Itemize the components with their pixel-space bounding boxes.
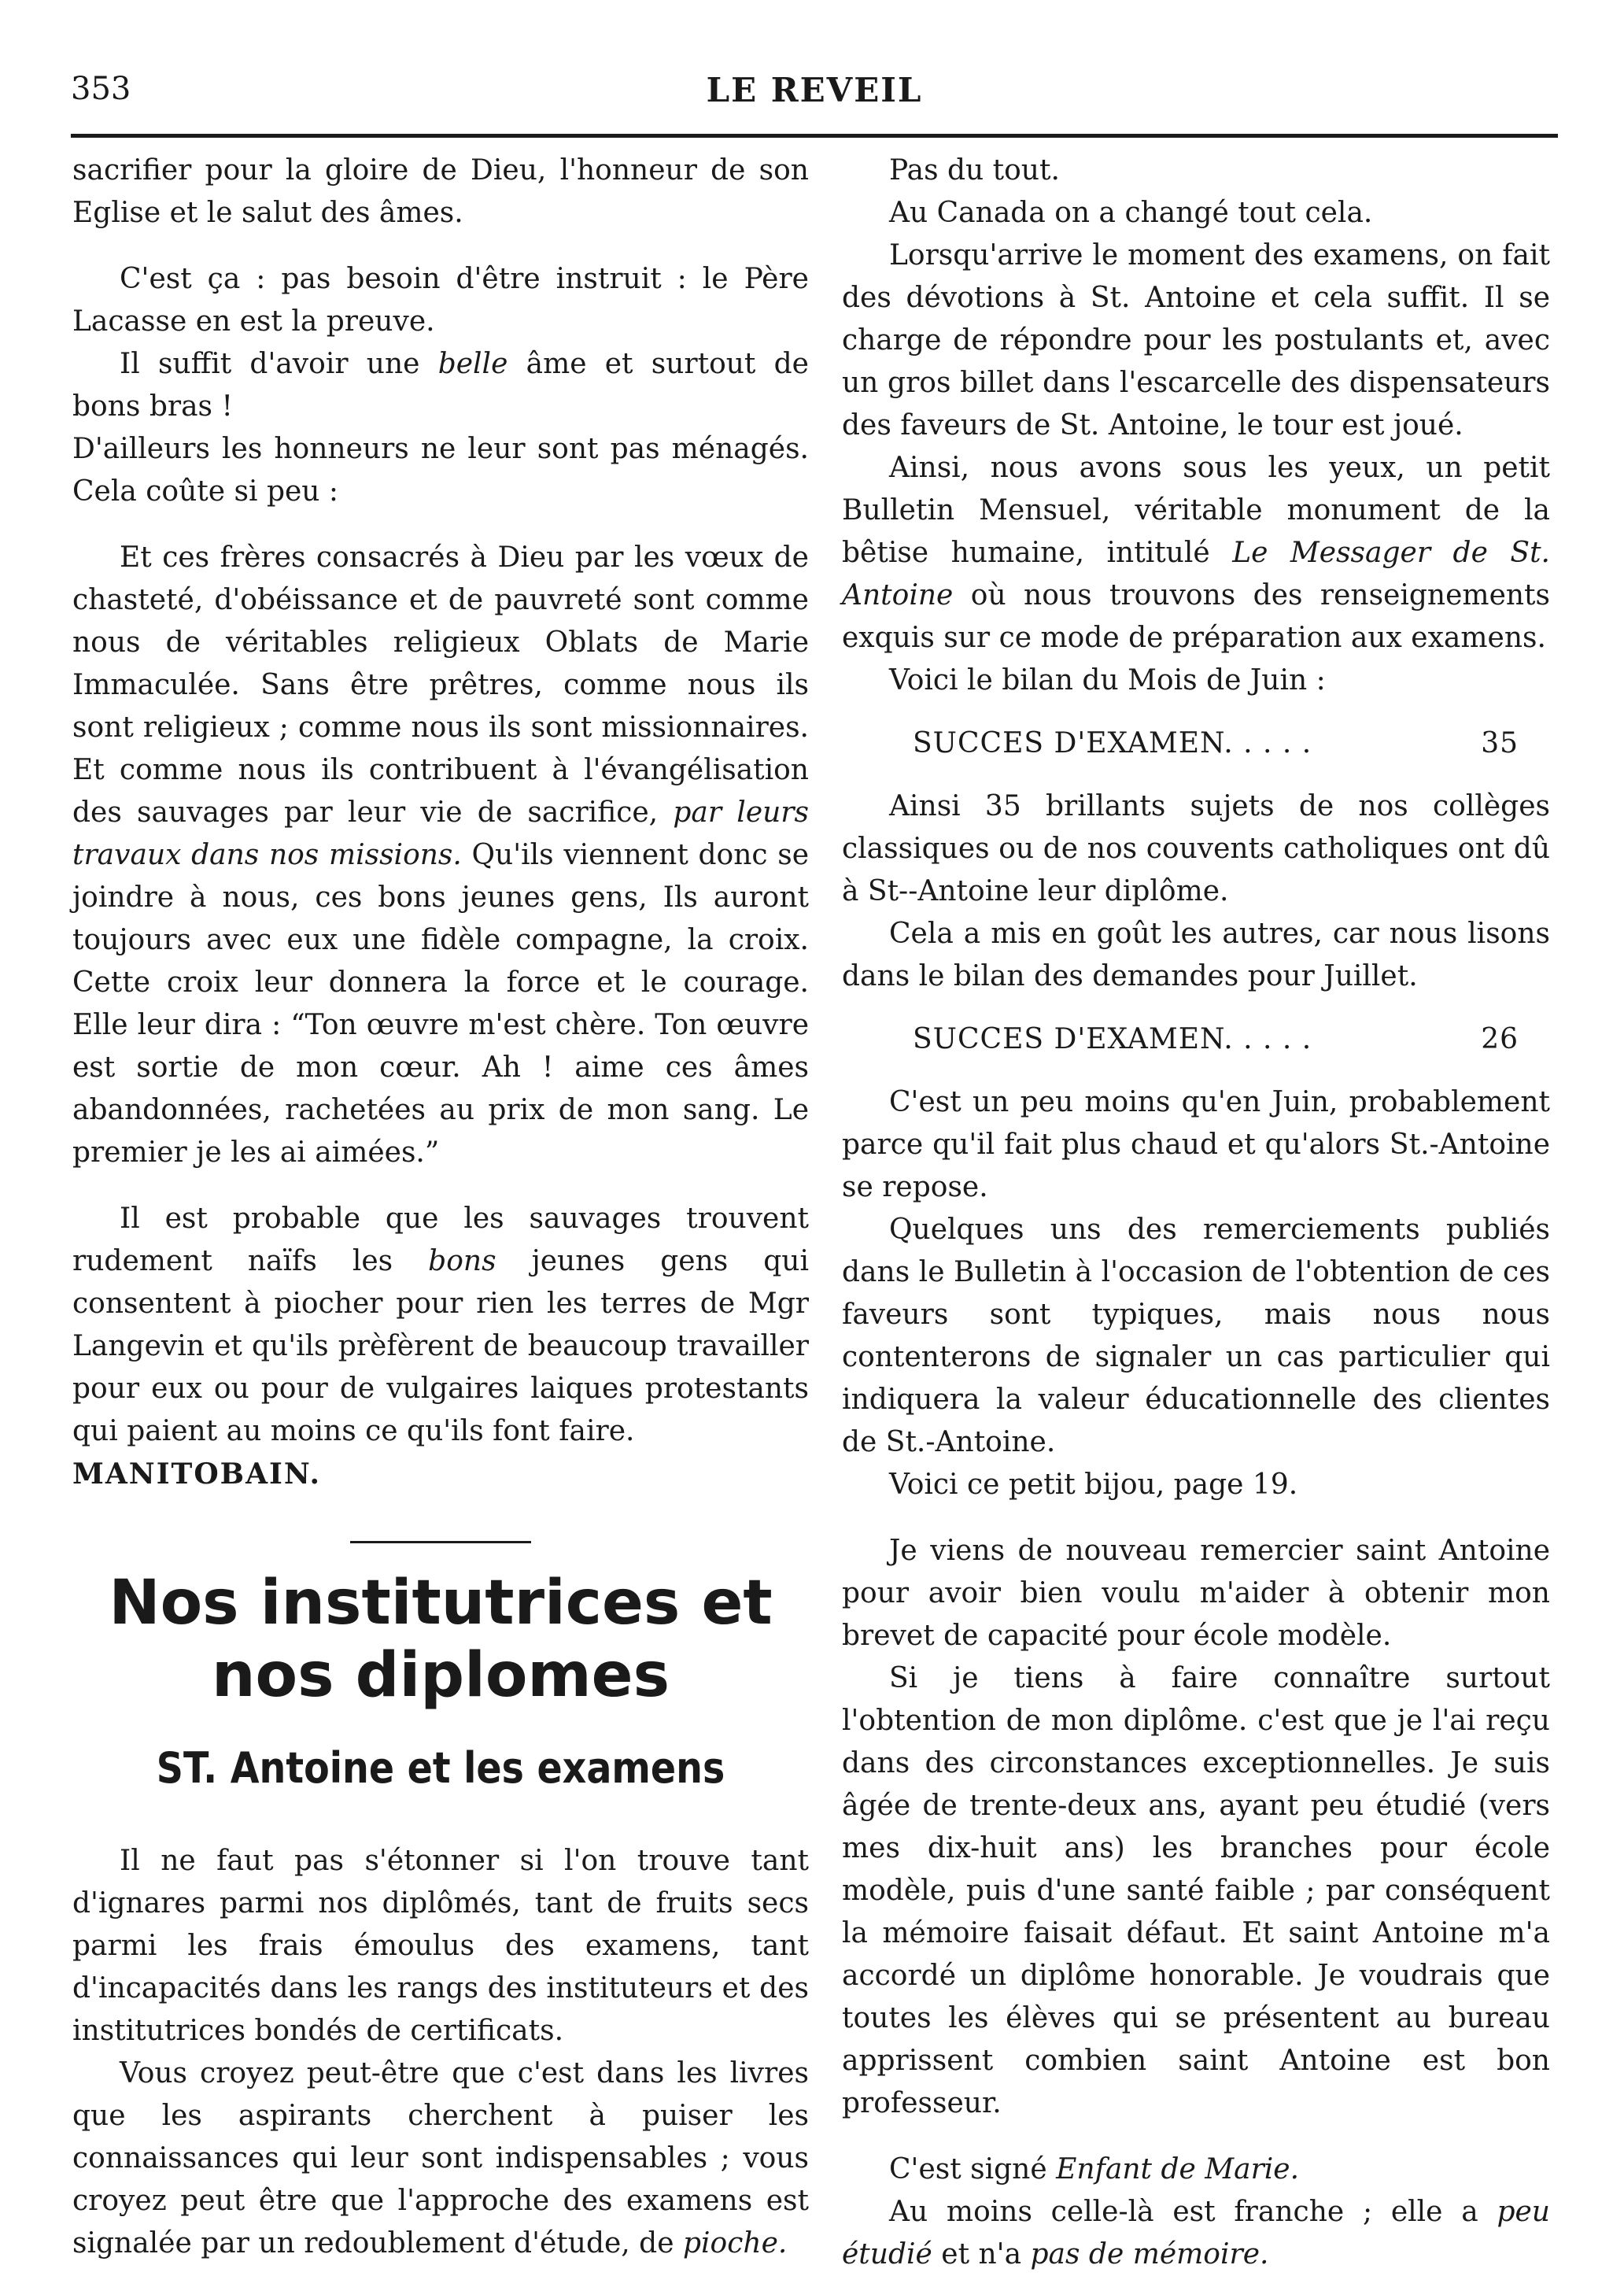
- paragraph: D'ailleurs les honneurs ne leur sont pas ménagés. Cela coûte si peu :: [72, 433, 809, 508]
- paragraph: Il suffit d'avoir une belle âme et surtout de bons bras !: [72, 348, 809, 423]
- paragraph: Quelques uns des remerciements publiés dans le Bulletin à l'occasion de l'obtention de ces faveurs sont typiques, mais nous nous contenterons de signaler un cas particulier qui indiquera la valeur éducationnelle des clientes de St.-Antoine.: [842, 1214, 1550, 1458]
- journal-title: LE REVEIL: [706, 71, 923, 109]
- paragraph: Ainsi 35 brillants sujets de nos collèges classiques ou de nos couvents catholiques ont dû à St--Antoine leur diplôme.: [842, 790, 1550, 907]
- paragraph: Voici le bilan du Mois de Juin :: [889, 664, 1326, 696]
- paragraph: C'est signé Enfant de Marie.: [889, 2153, 1300, 2185]
- paragraph: C'est un peu moins qu'en Juin, probablement parce qu'il fait plus chaud et qu'alors St.-Antoine se repose.: [842, 1086, 1550, 1203]
- statistic-line: SUCCES D'EXAMEN. . . . . 26: [913, 1023, 1519, 1055]
- article-headline: Nos institutrices et nos diplomes: [109, 1568, 773, 1711]
- quoted-letter: Si je tiens à faire connaître surtout l'obtention de mon diplôme. c'est que je l'ai reçu dans des circonstances exceptionnelles. Je suis âgée de trente-deux ans, ayant peu étudié (vers mes dix-huit ans) les branches pour école modèle, puis d'une santé faible ; par conséquent la mémoire faisait défaut. Et saint Antoine m'a accordé un diplôme honorable. Je voudrais que toutes les élèves qui se présentent au bureau apprissent combien saint Antoine est bon professeur.: [842, 1662, 1550, 2119]
- paragraph: Ainsi, nous avons sous les yeux, un petit Bulletin Mensuel, véritable monument de la bêtise humaine, intitulé Le Messager de St. Antoine où nous trouvons des renseignements exquis sur ce mode de préparation aux examens.: [842, 452, 1550, 654]
- paragraph: Vous croyez peut-être que c'est dans les livres que les aspirants cherchent à puiser les connaissances qui leur sont indispensables ; vous croyez peut être que l'approche des examens est signalée par un redoublement d'étude, de pioche.: [72, 2057, 809, 2259]
- page-number: 353: [71, 71, 131, 107]
- statistic-line: SUCCES D'EXAMEN. . . . . 35: [913, 727, 1519, 759]
- paragraph: Cela a mis en goût les autres, car nous lisons dans le bilan des demandes pour Juillet.: [842, 918, 1550, 992]
- right-column: [842, 150, 1550, 2276]
- paragraph: Pas du tout.: [889, 154, 1060, 187]
- page-header: [71, 71, 1558, 118]
- quoted-letter: Je viens de nouveau remercier saint Antoine pour avoir bien voulu m'aider à obtenir mon brevet de capacité pour école modèle.: [842, 1535, 1550, 1652]
- paragraph: sacrifier pour la gloire de Dieu, l'honneur de son Eglise et le salut des âmes.: [72, 154, 809, 229]
- paragraph: Lorsqu'arrive le moment des examens, on fait des dévotions à St. Antoine et cela suffit. Il se charge de répondre pour les postulants et, avec un gros billet dans l'escarcelle des dispensateurs des faveurs de St. Antoine, le tour est joué.: [842, 239, 1550, 442]
- paragraph: Voici ce petit bijou, page 19.: [889, 1469, 1298, 1501]
- left-column: [72, 150, 809, 2265]
- paragraph: Il ne faut pas s'étonner si l'on trouve tant d'ignares parmi nos diplômés, tant de fruits secs parmi les frais émoulus des examens, tant d'incapacités dans les rangs des instituteurs et des institutrices bondés de certificats.: [72, 1845, 809, 2047]
- signature: MANITOBAIN.: [72, 1458, 322, 1491]
- paragraph: Il est probable que les sauvages trouvent rudement naïfs les bons jeunes gens qui consentent à piocher pour rien les terres de Mgr Langevin et qu'ils prèfèrent de beaucoup travailler pour eux ou pour de vulgaires laiques protestants qui paient au moins ce qu'ils font faire.: [72, 1203, 810, 1447]
- paragraph: C'est ça : pas besoin d'être instruit : le Père Lacasse en est la preuve.: [72, 263, 809, 338]
- paragraph: Au moins celle-là est franche ; elle a peu étudié et n'a pas de mémoire.: [842, 2196, 1550, 2270]
- article-subheading: ST. Antoine et les examens: [156, 1743, 725, 1793]
- paragraph: Au Canada on a changé tout cela.: [889, 197, 1373, 229]
- header-rule: [71, 134, 1558, 138]
- section-divider: [350, 1541, 531, 1543]
- quote-paragraph: Et ces frères consacrés à Dieu par les vœux de chasteté, d'obéissance et de pauvreté sont comme nous de véritables religieux Oblats de Marie Immaculée. Sans être prêtres, comme nous ils sont religieux ; comme nous ils sont missionnaires. Et comme nous ils contribuent à l'évangélisation des sauvages par leur vie de sacrifice, par leurs travaux dans nos missions. Qu'ils viennent donc se joindre à nous, ces bons jeunes gens, Ils auront toujours avec eux une fidèle compagne, la croix. Cette croix leur donnera la force et le courage. Elle leur dira : “Ton œuvre m'est chère. Ton œuvre est sortie de mon cœur. Ah ! aime ces âmes abandonnées, rachetées au prix de mon sang. Le premier je les ai aimées.”: [72, 541, 810, 1169]
